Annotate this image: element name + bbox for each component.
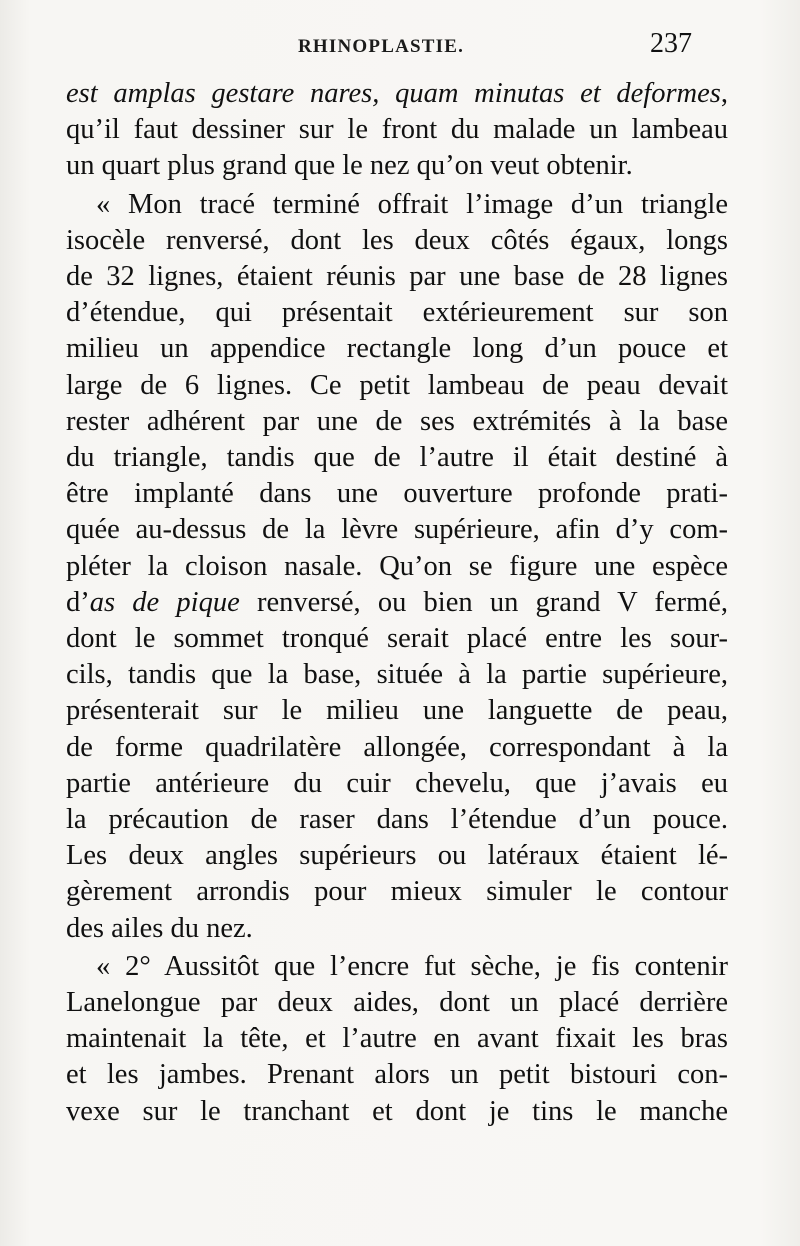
body-text bbox=[66, 76, 728, 1130]
text-line-10: rester adhérent par une de ses extrémités à la base bbox=[66, 405, 728, 437]
text-line-24: des ailes du nez. bbox=[66, 912, 253, 944]
text-line-7: d’étendue, qui présentait extérieurement sur son bbox=[66, 297, 728, 329]
text-line-14: pléter la cloison nasale. Qu’on se figure une espèce bbox=[66, 550, 728, 582]
text-line-23: gèrement arrondis pour mieux simuler le contour bbox=[66, 876, 728, 908]
text-line-18: présenterait sur le milieu une languette de peau, bbox=[66, 695, 728, 727]
text-line-25: « 2° Aussitôt que l’encre fut sèche, je fis contenir bbox=[96, 950, 728, 982]
page-header bbox=[66, 28, 692, 68]
text-line-22: Les deux angles supérieurs ou latéraux étaient lé- bbox=[66, 840, 728, 872]
page-number: 237 bbox=[650, 28, 692, 59]
text-line-26: Lanelongue par deux aides, dont un placé derrière bbox=[66, 987, 728, 1019]
text-line-29: vexe sur le tranchant et dont je tins le manche bbox=[66, 1095, 728, 1127]
text-line-8: milieu un appendice rectangle long d’un pouce et bbox=[66, 333, 728, 365]
text-line-5: isocèle renversé, dont les deux côtés égaux, longs bbox=[66, 224, 728, 256]
text-line-1: est amplas gestare nares, quam minutas et deformes, bbox=[66, 78, 728, 109]
text-line-4: « Mon tracé terminé offrait l’image d’un triangle bbox=[96, 188, 728, 220]
text-line-27: maintenait la tête, et l’autre en avant fixait les bras bbox=[66, 1023, 728, 1055]
text-line-12: être implanté dans une ouverture profonde prati- bbox=[66, 478, 728, 510]
text-line-15: d’as de pique renversé, ou bien un grand V fermé, bbox=[66, 586, 728, 618]
latin-quote: est amplas gestare nares, quam minutas et deformes bbox=[66, 78, 721, 109]
text-line-11: du triangle, tandis que de l’autre il était destiné à bbox=[66, 442, 728, 474]
text-line-17: cils, tandis que la base, située à la partie supérieure, bbox=[66, 659, 728, 691]
text-line-6: de 32 lignes, étaient réunis par une base de 28 lignes bbox=[66, 261, 728, 293]
text-line-16: dont le sommet tronqué serait placé entre les sour- bbox=[66, 623, 728, 655]
text-line-28: et les jambes. Prenant alors un petit bistouri con- bbox=[66, 1059, 728, 1091]
text-line-13: quée au-dessus de la lèvre supérieure, afin d’y com- bbox=[66, 514, 728, 546]
text-line-20: partie antérieure du cuir chevelu, que j’avais eu bbox=[66, 767, 728, 799]
text-line-19: de forme quadrilatère allongée, correspondant à la bbox=[66, 731, 728, 763]
italic-phrase: as de pique bbox=[89, 586, 240, 618]
text-line-21: la précaution de raser dans l’étendue d’un pouce. bbox=[66, 804, 728, 836]
text-line-2: qu’il faut dessiner sur le front du malade un lambeau bbox=[66, 114, 728, 146]
text-line-3: un quart plus grand que le nez qu’on veut obtenir. bbox=[66, 150, 633, 182]
text-line-9: large de 6 lignes. Ce petit lambeau de peau devait bbox=[66, 369, 728, 401]
running-title: RHINOPLASTIE. bbox=[298, 36, 465, 57]
